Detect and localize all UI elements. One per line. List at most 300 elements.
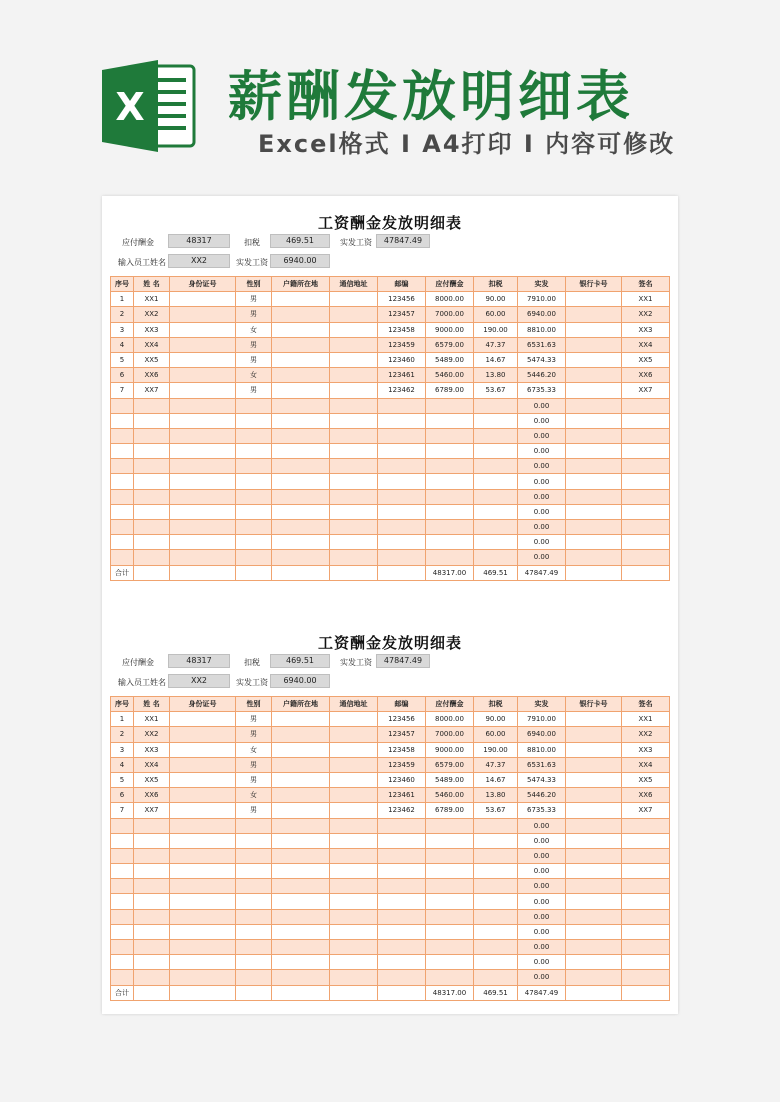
table-cell[interactable] — [236, 924, 272, 939]
table-cell[interactable] — [170, 955, 236, 970]
table-cell[interactable] — [474, 924, 518, 939]
table-cell[interactable] — [170, 444, 236, 459]
table-cell[interactable]: 0.00 — [518, 818, 566, 833]
table-cell[interactable]: XX3 — [134, 742, 170, 757]
table-cell[interactable] — [330, 504, 378, 519]
table-cell[interactable] — [378, 894, 426, 909]
table-cell[interactable]: 13.80 — [474, 368, 518, 383]
table-cell[interactable]: 0.00 — [518, 924, 566, 939]
table-cell[interactable] — [622, 848, 670, 863]
table-cell[interactable] — [330, 459, 378, 474]
table-cell[interactable]: 0.00 — [518, 489, 566, 504]
table-cell[interactable] — [236, 909, 272, 924]
table-cell[interactable] — [272, 489, 330, 504]
table-cell[interactable] — [566, 535, 622, 550]
table-cell[interactable]: 5489.00 — [426, 352, 474, 367]
table-cell[interactable] — [330, 909, 378, 924]
table-cell[interactable] — [134, 520, 170, 535]
table-cell[interactable]: 123458 — [378, 742, 426, 757]
table-cell[interactable] — [622, 550, 670, 565]
table-cell[interactable] — [111, 879, 134, 894]
table-cell[interactable] — [426, 909, 474, 924]
table-cell[interactable]: XX1 — [134, 712, 170, 727]
table-cell[interactable] — [134, 940, 170, 955]
table-cell[interactable] — [330, 352, 378, 367]
table-cell[interactable]: XX6 — [622, 368, 670, 383]
table-cell[interactable] — [272, 955, 330, 970]
table-cell[interactable] — [378, 428, 426, 443]
table-cell[interactable] — [330, 879, 378, 894]
table-cell[interactable] — [170, 772, 236, 787]
table-cell[interactable] — [330, 712, 378, 727]
table-cell[interactable]: 123462 — [378, 383, 426, 398]
table-cell[interactable] — [272, 909, 330, 924]
table-cell[interactable]: 9000.00 — [426, 742, 474, 757]
table-cell[interactable] — [474, 428, 518, 443]
table-cell[interactable] — [170, 803, 236, 818]
table-cell[interactable] — [378, 550, 426, 565]
table-cell[interactable] — [272, 742, 330, 757]
table-cell[interactable] — [426, 955, 474, 970]
table-cell[interactable]: 47.37 — [474, 757, 518, 772]
table-cell[interactable] — [111, 924, 134, 939]
table-cell[interactable] — [170, 474, 236, 489]
pay-value[interactable]: 48317 — [168, 234, 230, 248]
table-cell[interactable] — [134, 833, 170, 848]
table-cell[interactable] — [566, 742, 622, 757]
table-cell[interactable] — [622, 955, 670, 970]
table-cell[interactable] — [378, 879, 426, 894]
table-cell[interactable]: 123461 — [378, 368, 426, 383]
table-cell[interactable] — [272, 352, 330, 367]
table-cell[interactable] — [272, 894, 330, 909]
table-cell[interactable] — [134, 879, 170, 894]
table-cell[interactable] — [330, 337, 378, 352]
table-cell[interactable] — [272, 772, 330, 787]
table-cell[interactable]: XX7 — [622, 383, 670, 398]
table-cell[interactable]: XX4 — [622, 337, 670, 352]
table-cell[interactable] — [170, 970, 236, 985]
table-cell[interactable] — [134, 504, 170, 519]
table-cell[interactable] — [330, 307, 378, 322]
table-cell[interactable] — [272, 864, 330, 879]
table-cell[interactable] — [330, 788, 378, 803]
table-cell[interactable]: 0.00 — [518, 894, 566, 909]
table-cell[interactable] — [566, 292, 622, 307]
table-cell[interactable] — [170, 879, 236, 894]
table-cell[interactable] — [111, 833, 134, 848]
table-cell[interactable]: 男 — [236, 803, 272, 818]
table-cell[interactable]: XX5 — [134, 352, 170, 367]
table-cell[interactable] — [566, 520, 622, 535]
table-cell[interactable] — [134, 413, 170, 428]
tax-value[interactable]: 469.51 — [270, 234, 330, 248]
table-cell[interactable] — [566, 444, 622, 459]
table-cell[interactable] — [426, 848, 474, 863]
table-cell[interactable] — [566, 368, 622, 383]
table-cell[interactable]: 0.00 — [518, 535, 566, 550]
table-cell[interactable] — [111, 398, 134, 413]
table-cell[interactable] — [134, 970, 170, 985]
table-cell[interactable] — [236, 818, 272, 833]
table-cell[interactable]: 8810.00 — [518, 322, 566, 337]
table-cell[interactable] — [170, 909, 236, 924]
table-cell[interactable]: 6735.33 — [518, 383, 566, 398]
table-cell[interactable] — [566, 879, 622, 894]
table-cell[interactable]: XX5 — [134, 772, 170, 787]
table-cell[interactable]: 6735.33 — [518, 803, 566, 818]
table-cell[interactable]: 6579.00 — [426, 337, 474, 352]
table-cell[interactable] — [170, 727, 236, 742]
table-cell[interactable]: 0.00 — [518, 909, 566, 924]
table-cell[interactable] — [111, 504, 134, 519]
table-cell[interactable]: XX3 — [622, 322, 670, 337]
table-cell[interactable] — [330, 428, 378, 443]
table-cell[interactable] — [236, 955, 272, 970]
table-cell[interactable] — [622, 459, 670, 474]
table-cell[interactable] — [426, 864, 474, 879]
table-cell[interactable] — [426, 474, 474, 489]
table-cell[interactable] — [111, 444, 134, 459]
table-cell[interactable]: 1 — [111, 712, 134, 727]
table-cell[interactable] — [236, 398, 272, 413]
table-cell[interactable] — [272, 924, 330, 939]
table-cell[interactable] — [330, 444, 378, 459]
table-cell[interactable] — [272, 428, 330, 443]
table-cell[interactable] — [566, 727, 622, 742]
employee-name-input[interactable]: XX2 — [168, 674, 230, 688]
table-cell[interactable] — [566, 307, 622, 322]
table-cell[interactable]: 3 — [111, 322, 134, 337]
table-cell[interactable]: 女 — [236, 322, 272, 337]
table-cell[interactable]: 7 — [111, 383, 134, 398]
table-cell[interactable] — [236, 894, 272, 909]
table-cell[interactable] — [622, 894, 670, 909]
table-cell[interactable] — [474, 535, 518, 550]
table-cell[interactable] — [272, 413, 330, 428]
table-cell[interactable] — [236, 413, 272, 428]
table-cell[interactable] — [111, 474, 134, 489]
table-cell[interactable] — [474, 879, 518, 894]
table-cell[interactable] — [111, 940, 134, 955]
table-cell[interactable] — [272, 398, 330, 413]
table-cell[interactable] — [236, 520, 272, 535]
table-cell[interactable] — [272, 504, 330, 519]
table-cell[interactable]: 123462 — [378, 803, 426, 818]
table-cell[interactable] — [566, 924, 622, 939]
table-cell[interactable] — [170, 292, 236, 307]
table-cell[interactable] — [134, 535, 170, 550]
table-cell[interactable]: 7910.00 — [518, 712, 566, 727]
table-cell[interactable]: 123461 — [378, 788, 426, 803]
table-cell[interactable] — [622, 535, 670, 550]
table-cell[interactable] — [566, 833, 622, 848]
table-cell[interactable] — [474, 848, 518, 863]
table-cell[interactable] — [330, 940, 378, 955]
table-cell[interactable] — [170, 550, 236, 565]
table-cell[interactable] — [111, 489, 134, 504]
table-cell[interactable] — [474, 413, 518, 428]
table-cell[interactable] — [272, 970, 330, 985]
table-cell[interactable] — [170, 322, 236, 337]
table-cell[interactable] — [134, 955, 170, 970]
table-cell[interactable] — [566, 352, 622, 367]
table-cell[interactable] — [566, 398, 622, 413]
table-cell[interactable] — [622, 398, 670, 413]
table-cell[interactable] — [236, 474, 272, 489]
table-cell[interactable] — [378, 504, 426, 519]
table-cell[interactable] — [566, 337, 622, 352]
table-cell[interactable]: 0.00 — [518, 520, 566, 535]
table-cell[interactable] — [170, 428, 236, 443]
table-cell[interactable] — [566, 955, 622, 970]
table-cell[interactable]: 0.00 — [518, 940, 566, 955]
table-cell[interactable] — [170, 520, 236, 535]
table-cell[interactable] — [236, 489, 272, 504]
table-cell[interactable] — [378, 848, 426, 863]
table-cell[interactable] — [474, 504, 518, 519]
table-cell[interactable]: 0.00 — [518, 504, 566, 519]
table-cell[interactable]: XX6 — [134, 788, 170, 803]
table-cell[interactable] — [426, 428, 474, 443]
table-cell[interactable] — [622, 970, 670, 985]
table-cell[interactable] — [272, 803, 330, 818]
table-cell[interactable] — [272, 727, 330, 742]
table-cell[interactable] — [134, 818, 170, 833]
table-cell[interactable] — [474, 474, 518, 489]
table-cell[interactable]: 8810.00 — [518, 742, 566, 757]
table-cell[interactable] — [134, 444, 170, 459]
table-cell[interactable] — [272, 879, 330, 894]
table-cell[interactable]: XX5 — [622, 772, 670, 787]
table-cell[interactable] — [134, 864, 170, 879]
table-cell[interactable] — [330, 894, 378, 909]
table-cell[interactable]: 0.00 — [518, 955, 566, 970]
table-cell[interactable] — [566, 803, 622, 818]
table-cell[interactable] — [378, 833, 426, 848]
table-cell[interactable] — [474, 909, 518, 924]
table-cell[interactable]: 7000.00 — [426, 727, 474, 742]
table-cell[interactable] — [426, 489, 474, 504]
table-cell[interactable] — [378, 520, 426, 535]
table-cell[interactable]: 0.00 — [518, 444, 566, 459]
table-cell[interactable] — [426, 970, 474, 985]
table-cell[interactable] — [272, 307, 330, 322]
tax-value[interactable]: 469.51 — [270, 654, 330, 668]
table-cell[interactable] — [566, 489, 622, 504]
table-cell[interactable] — [426, 398, 474, 413]
table-cell[interactable]: 123459 — [378, 757, 426, 772]
table-cell[interactable] — [622, 444, 670, 459]
table-cell[interactable]: 5446.20 — [518, 788, 566, 803]
table-cell[interactable] — [426, 444, 474, 459]
table-cell[interactable] — [236, 444, 272, 459]
table-cell[interactable]: 13.80 — [474, 788, 518, 803]
table-cell[interactable]: 5446.20 — [518, 368, 566, 383]
table-cell[interactable] — [134, 550, 170, 565]
table-cell[interactable] — [272, 474, 330, 489]
table-cell[interactable] — [111, 894, 134, 909]
table-cell[interactable]: XX3 — [622, 742, 670, 757]
table-cell[interactable] — [622, 909, 670, 924]
table-cell[interactable]: 7 — [111, 803, 134, 818]
table-cell[interactable]: 1 — [111, 292, 134, 307]
table-cell[interactable] — [330, 970, 378, 985]
table-cell[interactable] — [272, 459, 330, 474]
table-cell[interactable] — [474, 955, 518, 970]
table-cell[interactable] — [236, 879, 272, 894]
table-cell[interactable]: XX2 — [622, 307, 670, 322]
table-cell[interactable] — [474, 444, 518, 459]
table-cell[interactable] — [272, 757, 330, 772]
table-cell[interactable] — [426, 940, 474, 955]
table-cell[interactable] — [170, 337, 236, 352]
table-cell[interactable] — [170, 352, 236, 367]
table-cell[interactable] — [566, 322, 622, 337]
table-cell[interactable] — [272, 833, 330, 848]
table-cell[interactable]: 0.00 — [518, 879, 566, 894]
table-cell[interactable] — [330, 535, 378, 550]
table-cell[interactable]: 男 — [236, 727, 272, 742]
table-cell[interactable]: 男 — [236, 337, 272, 352]
table-cell[interactable] — [566, 550, 622, 565]
table-cell[interactable]: 123457 — [378, 307, 426, 322]
table-cell[interactable]: XX7 — [134, 383, 170, 398]
table-cell[interactable]: 53.67 — [474, 803, 518, 818]
table-cell[interactable]: 6789.00 — [426, 383, 474, 398]
table-cell[interactable] — [426, 459, 474, 474]
table-cell[interactable] — [378, 398, 426, 413]
table-cell[interactable]: 123457 — [378, 727, 426, 742]
table-cell[interactable] — [330, 489, 378, 504]
table-cell[interactable] — [330, 398, 378, 413]
table-cell[interactable] — [272, 535, 330, 550]
table-cell[interactable] — [236, 459, 272, 474]
table-cell[interactable] — [170, 818, 236, 833]
table-cell[interactable] — [622, 474, 670, 489]
table-cell[interactable] — [111, 520, 134, 535]
table-cell[interactable] — [622, 864, 670, 879]
table-cell[interactable]: 123459 — [378, 337, 426, 352]
net-value[interactable]: 47847.49 — [376, 654, 430, 668]
table-cell[interactable]: 女 — [236, 788, 272, 803]
table-cell[interactable] — [378, 489, 426, 504]
table-cell[interactable] — [566, 909, 622, 924]
table-cell[interactable] — [170, 742, 236, 757]
table-cell[interactable] — [272, 712, 330, 727]
table-cell[interactable] — [330, 520, 378, 535]
table-cell[interactable] — [622, 924, 670, 939]
table-cell[interactable] — [474, 970, 518, 985]
table-cell[interactable] — [236, 550, 272, 565]
table-cell[interactable] — [134, 848, 170, 863]
table-cell[interactable] — [330, 322, 378, 337]
table-cell[interactable] — [566, 459, 622, 474]
table-cell[interactable] — [330, 864, 378, 879]
table-cell[interactable] — [272, 368, 330, 383]
table-cell[interactable] — [330, 742, 378, 757]
table-cell[interactable]: 8000.00 — [426, 292, 474, 307]
table-cell[interactable] — [272, 940, 330, 955]
table-cell[interactable] — [566, 940, 622, 955]
table-cell[interactable] — [474, 818, 518, 833]
table-cell[interactable] — [330, 955, 378, 970]
table-cell[interactable] — [170, 459, 236, 474]
table-cell[interactable]: 123460 — [378, 352, 426, 367]
table-cell[interactable]: 6 — [111, 788, 134, 803]
table-cell[interactable] — [111, 459, 134, 474]
table-cell[interactable]: XX7 — [622, 803, 670, 818]
table-cell[interactable] — [134, 428, 170, 443]
table-cell[interactable] — [378, 864, 426, 879]
table-cell[interactable]: 女 — [236, 742, 272, 757]
table-cell[interactable]: 6579.00 — [426, 757, 474, 772]
table-cell[interactable] — [170, 924, 236, 939]
table-cell[interactable] — [236, 940, 272, 955]
table-cell[interactable]: 0.00 — [518, 864, 566, 879]
table-cell[interactable]: 0.00 — [518, 474, 566, 489]
table-cell[interactable] — [378, 535, 426, 550]
table-cell[interactable] — [111, 818, 134, 833]
table-cell[interactable] — [378, 970, 426, 985]
table-cell[interactable]: 9000.00 — [426, 322, 474, 337]
table-cell[interactable] — [474, 550, 518, 565]
table-cell[interactable] — [566, 413, 622, 428]
table-cell[interactable] — [236, 848, 272, 863]
table-cell[interactable]: XX4 — [622, 757, 670, 772]
table-cell[interactable]: 0.00 — [518, 848, 566, 863]
table-cell[interactable]: XX2 — [134, 307, 170, 322]
table-cell[interactable] — [426, 879, 474, 894]
table-cell[interactable]: 7910.00 — [518, 292, 566, 307]
table-cell[interactable] — [236, 504, 272, 519]
table-cell[interactable]: 90.00 — [474, 292, 518, 307]
table-cell[interactable]: 男 — [236, 307, 272, 322]
table-cell[interactable]: 女 — [236, 368, 272, 383]
table-cell[interactable] — [566, 474, 622, 489]
table-cell[interactable] — [566, 848, 622, 863]
table-cell[interactable] — [170, 307, 236, 322]
table-cell[interactable]: 90.00 — [474, 712, 518, 727]
table-cell[interactable] — [474, 520, 518, 535]
table-cell[interactable]: 6 — [111, 368, 134, 383]
table-cell[interactable] — [566, 712, 622, 727]
table-cell[interactable]: 123460 — [378, 772, 426, 787]
table-cell[interactable] — [272, 550, 330, 565]
table-cell[interactable] — [134, 474, 170, 489]
table-cell[interactable] — [566, 970, 622, 985]
table-cell[interactable] — [330, 848, 378, 863]
table-cell[interactable] — [330, 833, 378, 848]
table-cell[interactable] — [378, 909, 426, 924]
table-cell[interactable] — [111, 955, 134, 970]
table-cell[interactable] — [622, 504, 670, 519]
table-cell[interactable] — [622, 940, 670, 955]
table-cell[interactable]: 4 — [111, 757, 134, 772]
table-cell[interactable]: 5474.33 — [518, 352, 566, 367]
table-cell[interactable]: 123458 — [378, 322, 426, 337]
table-cell[interactable] — [330, 727, 378, 742]
table-cell[interactable] — [622, 818, 670, 833]
table-cell[interactable] — [134, 924, 170, 939]
pay-value[interactable]: 48317 — [168, 654, 230, 668]
table-cell[interactable] — [378, 474, 426, 489]
table-cell[interactable] — [426, 413, 474, 428]
table-cell[interactable]: 男 — [236, 292, 272, 307]
table-cell[interactable] — [111, 550, 134, 565]
table-cell[interactable] — [566, 818, 622, 833]
table-cell[interactable]: 5460.00 — [426, 368, 474, 383]
